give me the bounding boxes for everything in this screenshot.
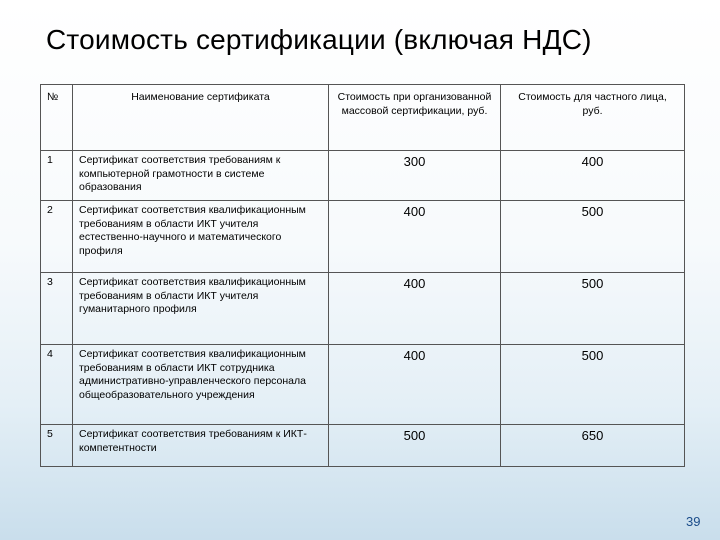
mass-price: 400 [329, 201, 501, 273]
table-row [41, 151, 685, 201]
row-number: 5 [41, 425, 73, 467]
table-row [41, 425, 685, 467]
private-price: 400 [501, 151, 685, 201]
table-header-row [41, 85, 685, 151]
column-header-name: Наименование сертификата [73, 85, 329, 151]
column-header-number: № [41, 85, 73, 151]
column-header-private-price: Стоимость для частного лица, руб. [501, 85, 685, 151]
table-row [41, 201, 685, 273]
column-header-mass-price: Стоимость при организованной массовой сертификации, руб. [329, 85, 501, 151]
private-price: 500 [501, 201, 685, 273]
page-title: Стоимость сертификации (включая НДС) [46, 24, 592, 55]
table-row [41, 273, 685, 345]
mass-price: 300 [329, 151, 501, 201]
private-price: 500 [501, 345, 685, 425]
certificate-name: Сертификат соответствия требованиям к компьютерной грамотности в системе образования [73, 151, 329, 201]
row-number: 4 [41, 345, 73, 425]
mass-price: 500 [329, 425, 501, 467]
certificate-name: Сертификат соответствия квалификационным требованиям в области ИКТ учителя гуманитарного профиля [73, 273, 329, 345]
certificate-name: Сертификат соответствия квалификационным требованиям в области ИКТ учителя естественно-научного и математического профиля [73, 201, 329, 273]
page-number: 39 [686, 514, 701, 529]
mass-price: 400 [329, 273, 501, 345]
row-number: 1 [41, 151, 73, 201]
row-number: 3 [41, 273, 73, 345]
private-price: 650 [501, 425, 685, 467]
private-price: 500 [501, 273, 685, 345]
row-number: 2 [41, 201, 73, 273]
table-row [41, 345, 685, 425]
certificate-name: Сертификат соответствия квалификационным требованиям в области ИКТ сотрудника административно-управленческого персонала общеобразовательного учреждения [73, 345, 329, 425]
mass-price: 400 [329, 345, 501, 425]
certificate-name: Сертификат соответствия требованиям к ИКТ-компетентности [73, 425, 329, 467]
certification-cost-table [40, 84, 685, 467]
